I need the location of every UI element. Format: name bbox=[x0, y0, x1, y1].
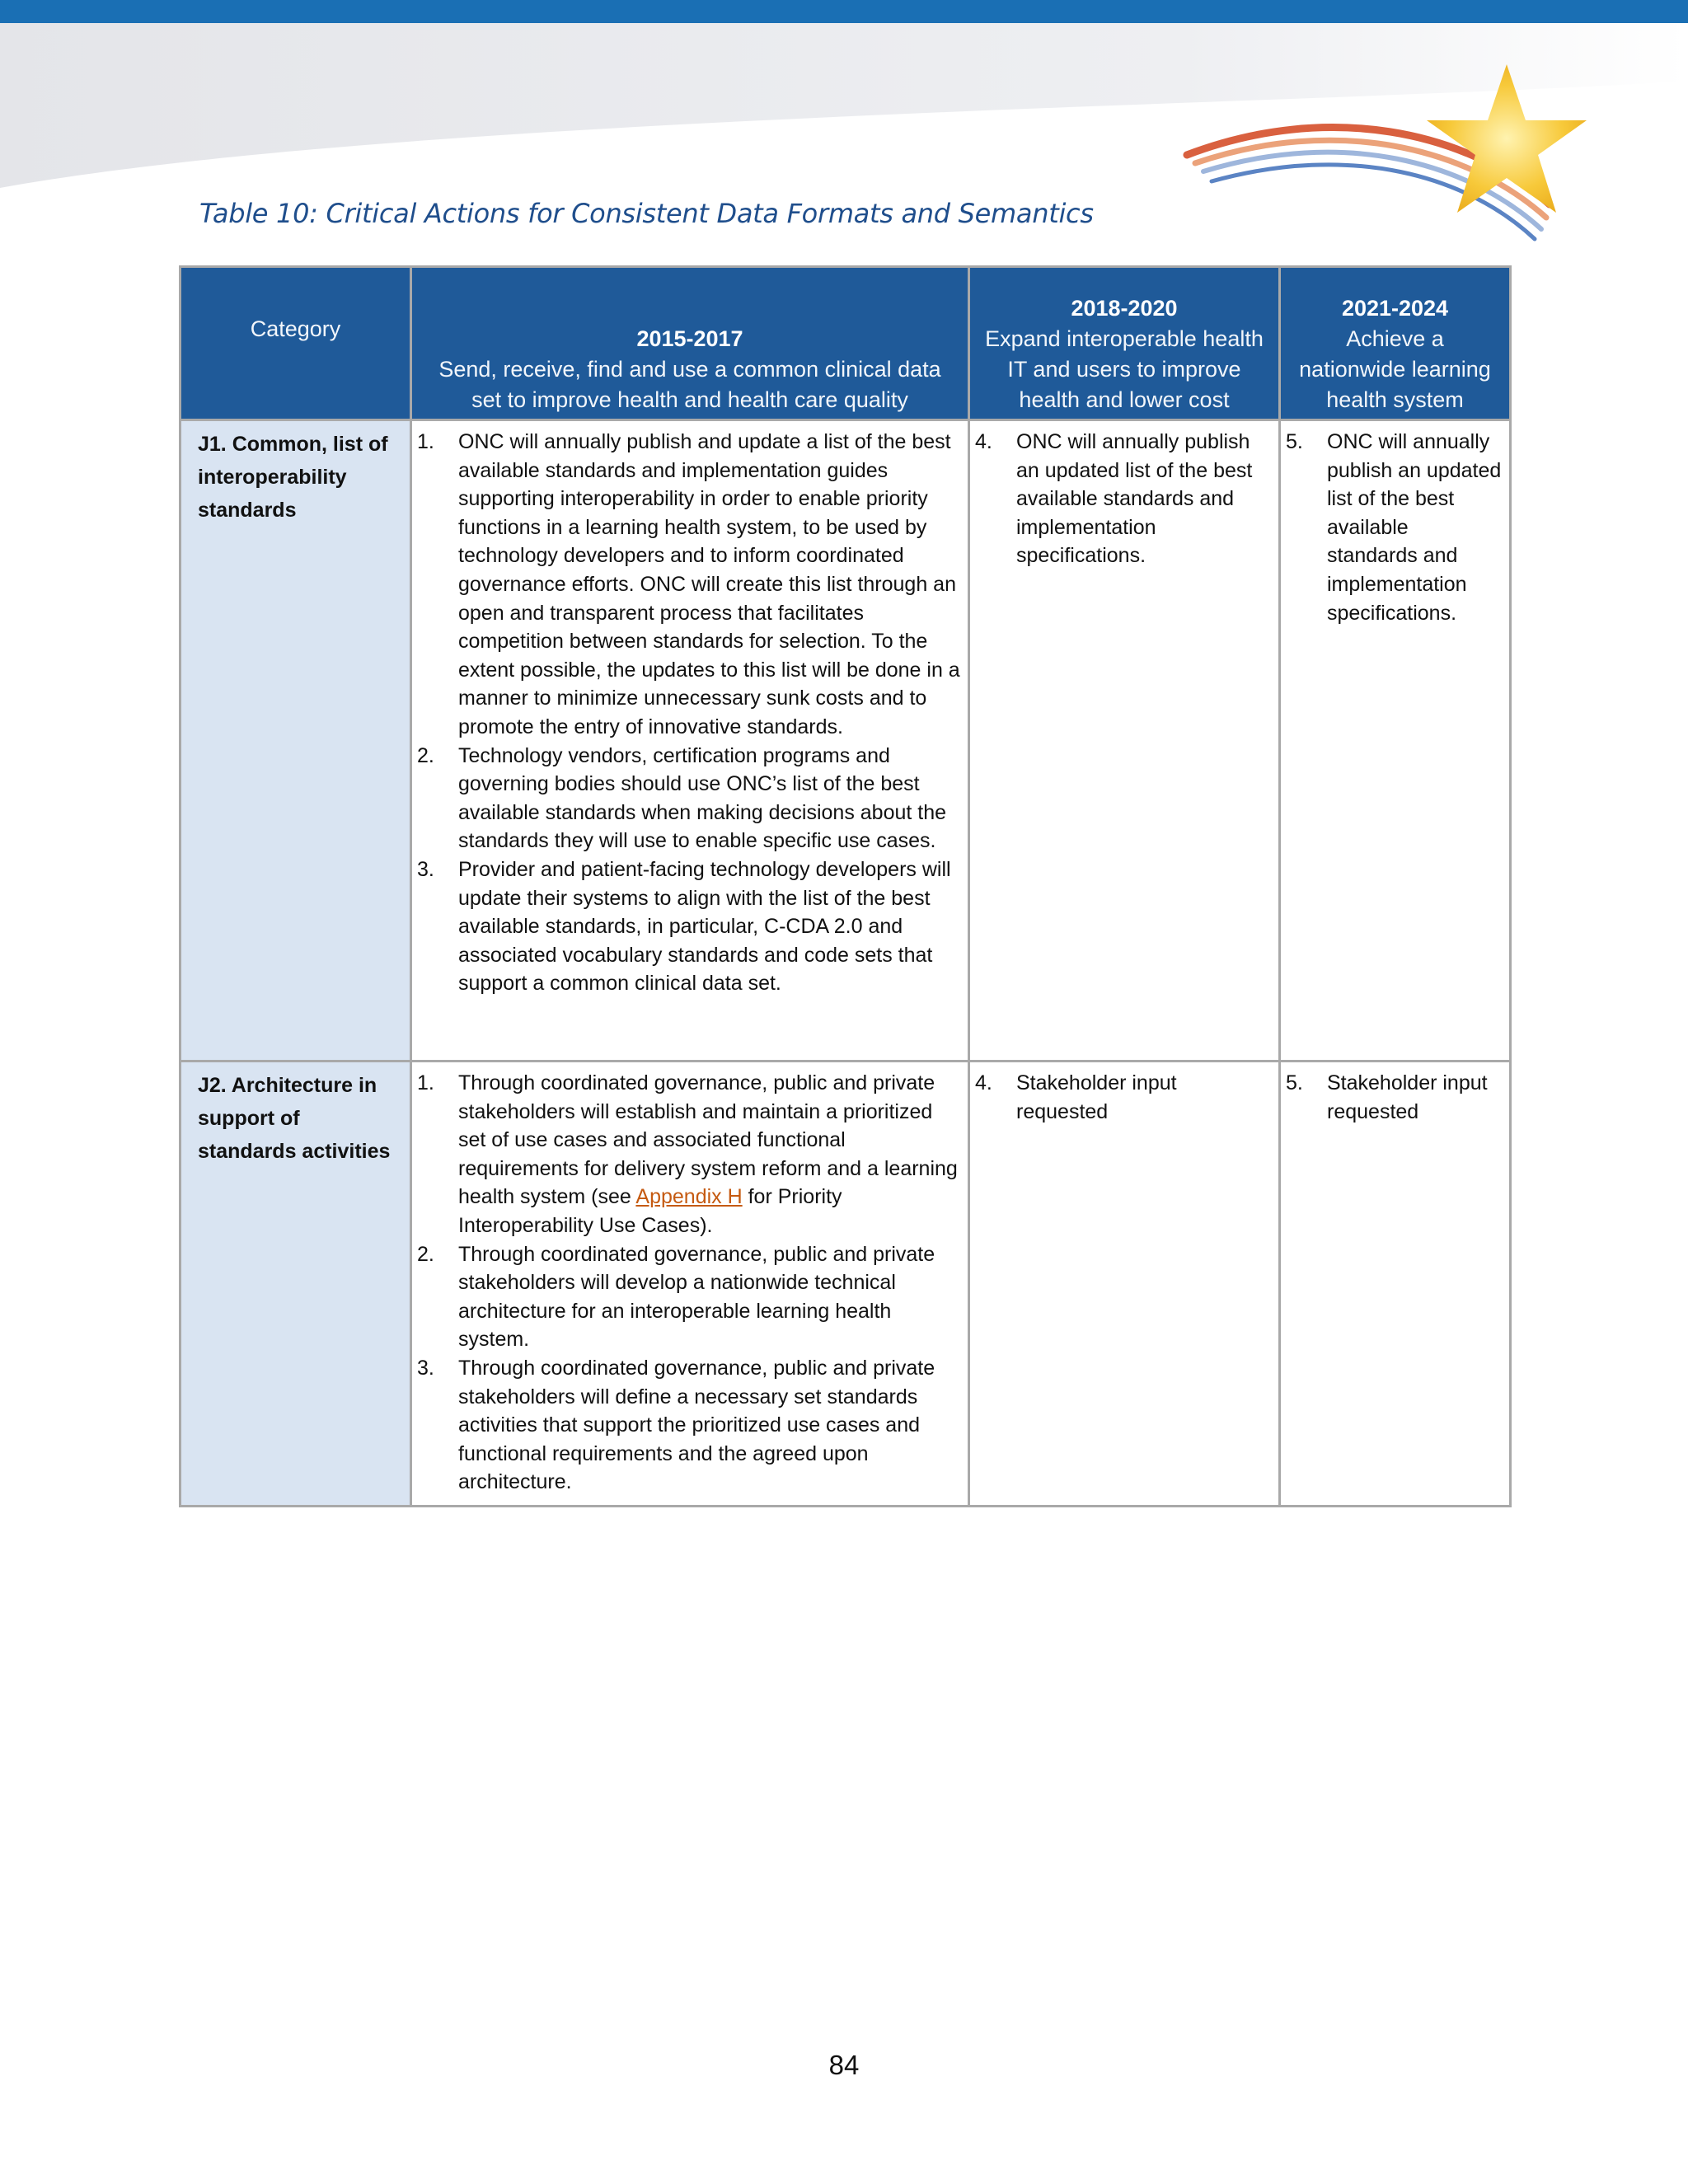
header-wave bbox=[0, 23, 1688, 188]
header-period: 2018-2020 bbox=[1071, 296, 1178, 321]
list-item bbox=[417, 1240, 963, 1354]
header-category-label: Category bbox=[250, 316, 341, 341]
item-number: 1. bbox=[417, 1071, 434, 1094]
list-item bbox=[975, 1069, 1273, 1126]
table-row bbox=[181, 1062, 1511, 1507]
item-text: Through coordinated governance, public and private stakeholders will define a necessary set standards activities that support the prioritized use cases and functional requirements and the agreed upon architecture. bbox=[458, 1356, 935, 1494]
item-number: 4. bbox=[975, 430, 992, 453]
header-goal: Achieve a nationwide learning health system bbox=[1299, 326, 1491, 412]
item-text: Stakeholder input requested bbox=[1016, 1071, 1177, 1123]
header-period: 2015-2017 bbox=[636, 326, 743, 351]
item-number: 5. bbox=[1286, 430, 1303, 453]
item-text: ONC will annually publish an updated list of the best available standards and implementation specifications. bbox=[1016, 430, 1253, 568]
list-item bbox=[417, 1069, 963, 1240]
header-2015-2017 bbox=[411, 267, 969, 420]
list-item bbox=[417, 1354, 963, 1497]
item-text-after-link: for Priority Interoperability Use Cases). bbox=[458, 1185, 842, 1237]
actions-2015-2017 bbox=[411, 420, 969, 1062]
item-number: 4. bbox=[975, 1071, 992, 1094]
list-item bbox=[417, 742, 963, 855]
header-2018-2020 bbox=[969, 267, 1280, 420]
item-number: 2. bbox=[417, 1242, 434, 1266]
item-text: ONC will annually publish an updated list of the best available standards and implementation specifications. bbox=[1327, 430, 1502, 625]
category-cell: J2. Architecture in support of standards activities bbox=[181, 1062, 411, 1507]
actions-2015-2017 bbox=[411, 1062, 969, 1507]
item-number: 5. bbox=[1286, 1071, 1303, 1094]
actions-2021-2024 bbox=[1280, 1062, 1511, 1507]
header-category bbox=[181, 267, 411, 420]
category-cell: J1. Common, list of interoperability standards bbox=[181, 420, 411, 1062]
header-goal: Expand interoperable health IT and users to improve health and lower cost bbox=[985, 326, 1264, 412]
item-number: 1. bbox=[417, 430, 434, 453]
item-text-before-link: Through coordinated governance, public and private stakeholders will establish and maintain a prioritized set of use cases and associated functional requirements for delivery system reform and a learning health system (see bbox=[458, 1071, 958, 1209]
item-text: Provider and patient-facing technology developers will update their systems to align with the list of the best available standards, in particular, C-CDA 2.0 and associated vocabulary standards and code sets that support a common clinical data set. bbox=[458, 857, 951, 996]
appendix-h-link[interactable]: Appendix H bbox=[635, 1185, 743, 1209]
item-text: ONC will annually publish and update a list of the best available standards and implementation guides supporting interoperability in order to enable priority functions in a learning health system, to be used by technology developers and to inform coordinated governance efforts. ONC will create this list through an open and transparent process that facilitates competition between standards for selection. To the extent possible, the updates to this list will be done in a manner to minimize unnecessary sunk costs and to promote the entry of innovative standards. bbox=[458, 430, 960, 738]
list-item bbox=[417, 428, 963, 742]
header-row bbox=[181, 267, 1511, 420]
item-text: Technology vendors, certification programs and governing bodies should use ONC’s list of the best available standards when making decisions about the standards they will use to enable specific use cases. bbox=[458, 743, 947, 853]
list-item bbox=[1286, 428, 1504, 627]
list-item bbox=[1286, 1069, 1504, 1126]
page-number: 84 bbox=[828, 2050, 860, 2080]
item-text bbox=[458, 1069, 963, 1240]
item-text: Through coordinated governance, public and private stakeholders will develop a nationwide technical architecture for an interoperable learning health system. bbox=[458, 1242, 935, 1352]
critical-actions-table bbox=[179, 265, 1512, 1507]
header-goal: Send, receive, find and use a common clinical data set to improve health and health care quality bbox=[438, 357, 941, 412]
header-period: 2021-2024 bbox=[1341, 296, 1449, 321]
top-bar bbox=[0, 0, 1688, 23]
header-2021-2024 bbox=[1280, 267, 1511, 420]
item-number: 3. bbox=[417, 857, 434, 881]
actions-2021-2024 bbox=[1280, 420, 1511, 1062]
item-text: Stakeholder input requested bbox=[1327, 1071, 1488, 1123]
actions-2018-2020 bbox=[969, 420, 1280, 1062]
item-number: 3. bbox=[417, 1356, 434, 1380]
table-caption: Table 10: Critical Actions for Consistent Data Formats and Semantics bbox=[199, 198, 1094, 229]
item-number: 2. bbox=[417, 743, 434, 767]
list-item bbox=[417, 855, 963, 998]
table-row bbox=[181, 420, 1511, 1062]
list-item bbox=[975, 428, 1273, 570]
actions-2018-2020 bbox=[969, 1062, 1280, 1507]
